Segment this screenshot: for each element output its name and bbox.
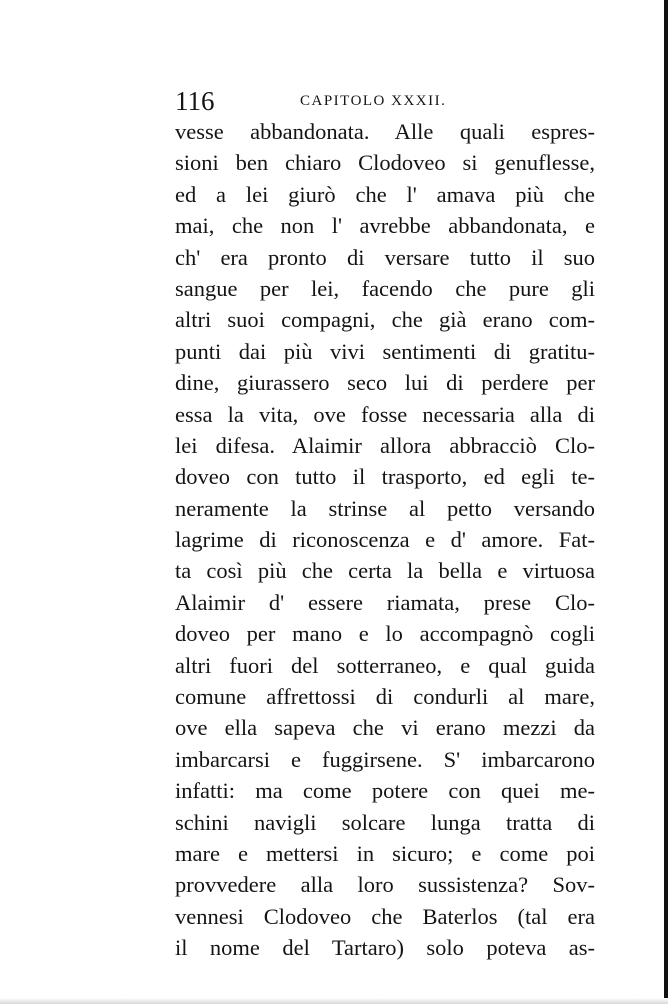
text-line: Alaimir d' essere riamata, prese Clo- (175, 589, 595, 615)
text-line: ed a lei giurò che l' amava più che (175, 181, 595, 207)
page-number: 116 (175, 86, 215, 116)
text-line: provvedere alla loro sussistenza? Sov- (175, 872, 595, 898)
text-line: mare e mettersi in sicuro; e come poi (175, 840, 595, 866)
text-line: lei difesa. Alaimir allora abbracciò Clo- (175, 432, 595, 458)
text-line: vennesi Clodoveo che Baterlos (tal era (175, 903, 595, 929)
text-line: il nome del Tartaro) solo poteva as- (175, 935, 595, 961)
body-text (175, 116, 595, 964)
text-line: punti dai più vivi sentimenti di gratitu- (175, 338, 595, 364)
text-line: mai, che non l' avrebbe abbandonata, e (175, 213, 595, 239)
text-line: comune affrettossi di condurli al mare, (175, 684, 595, 710)
text-line: ch' era pronto di versare tutto il suo (175, 244, 595, 270)
text-line: neramente la strinse al petto versando (175, 495, 595, 521)
chapter-title: CAPITOLO XXXII. (300, 93, 447, 109)
page-bottom-shadow (0, 998, 668, 1004)
text-line: imbarcarsi e fuggirsene. S' imbarcarono (175, 746, 595, 772)
text-line: lagrime di riconoscenza e d' amore. Fat- (175, 527, 595, 553)
text-line: infatti: ma come potere con quei me- (175, 778, 595, 804)
running-head (175, 86, 595, 116)
text-line: dine, giurassero seco lui di perdere per (175, 370, 595, 396)
text-line: altri suoi compagni, che già erano com- (175, 307, 595, 333)
text-line: altri fuori del sotterraneo, e qual guida (175, 652, 595, 678)
text-line: schini navigli solcare lunga tratta di (175, 809, 595, 835)
page-edge-shadow (664, 0, 668, 1004)
text-line: sangue per lei, facendo che pure gli (175, 275, 595, 301)
text-line: doveo per mano e lo accompagnò cogli (175, 621, 595, 647)
text-line: doveo con tutto il trasporto, ed egli te- (175, 464, 595, 490)
text-line: essa la vita, ove fosse necessaria alla di (175, 401, 595, 427)
text-line: vesse abbandonata. Alle quali espres- (175, 119, 595, 144)
book-page (175, 86, 595, 964)
text-line: ta così più che certa la bella e virtuosa (175, 558, 595, 584)
text-line: ove ella sapeva che vi erano mezzi da (175, 715, 595, 741)
text-line: sioni ben chiaro Clodoveo si genuflesse, (175, 150, 595, 176)
